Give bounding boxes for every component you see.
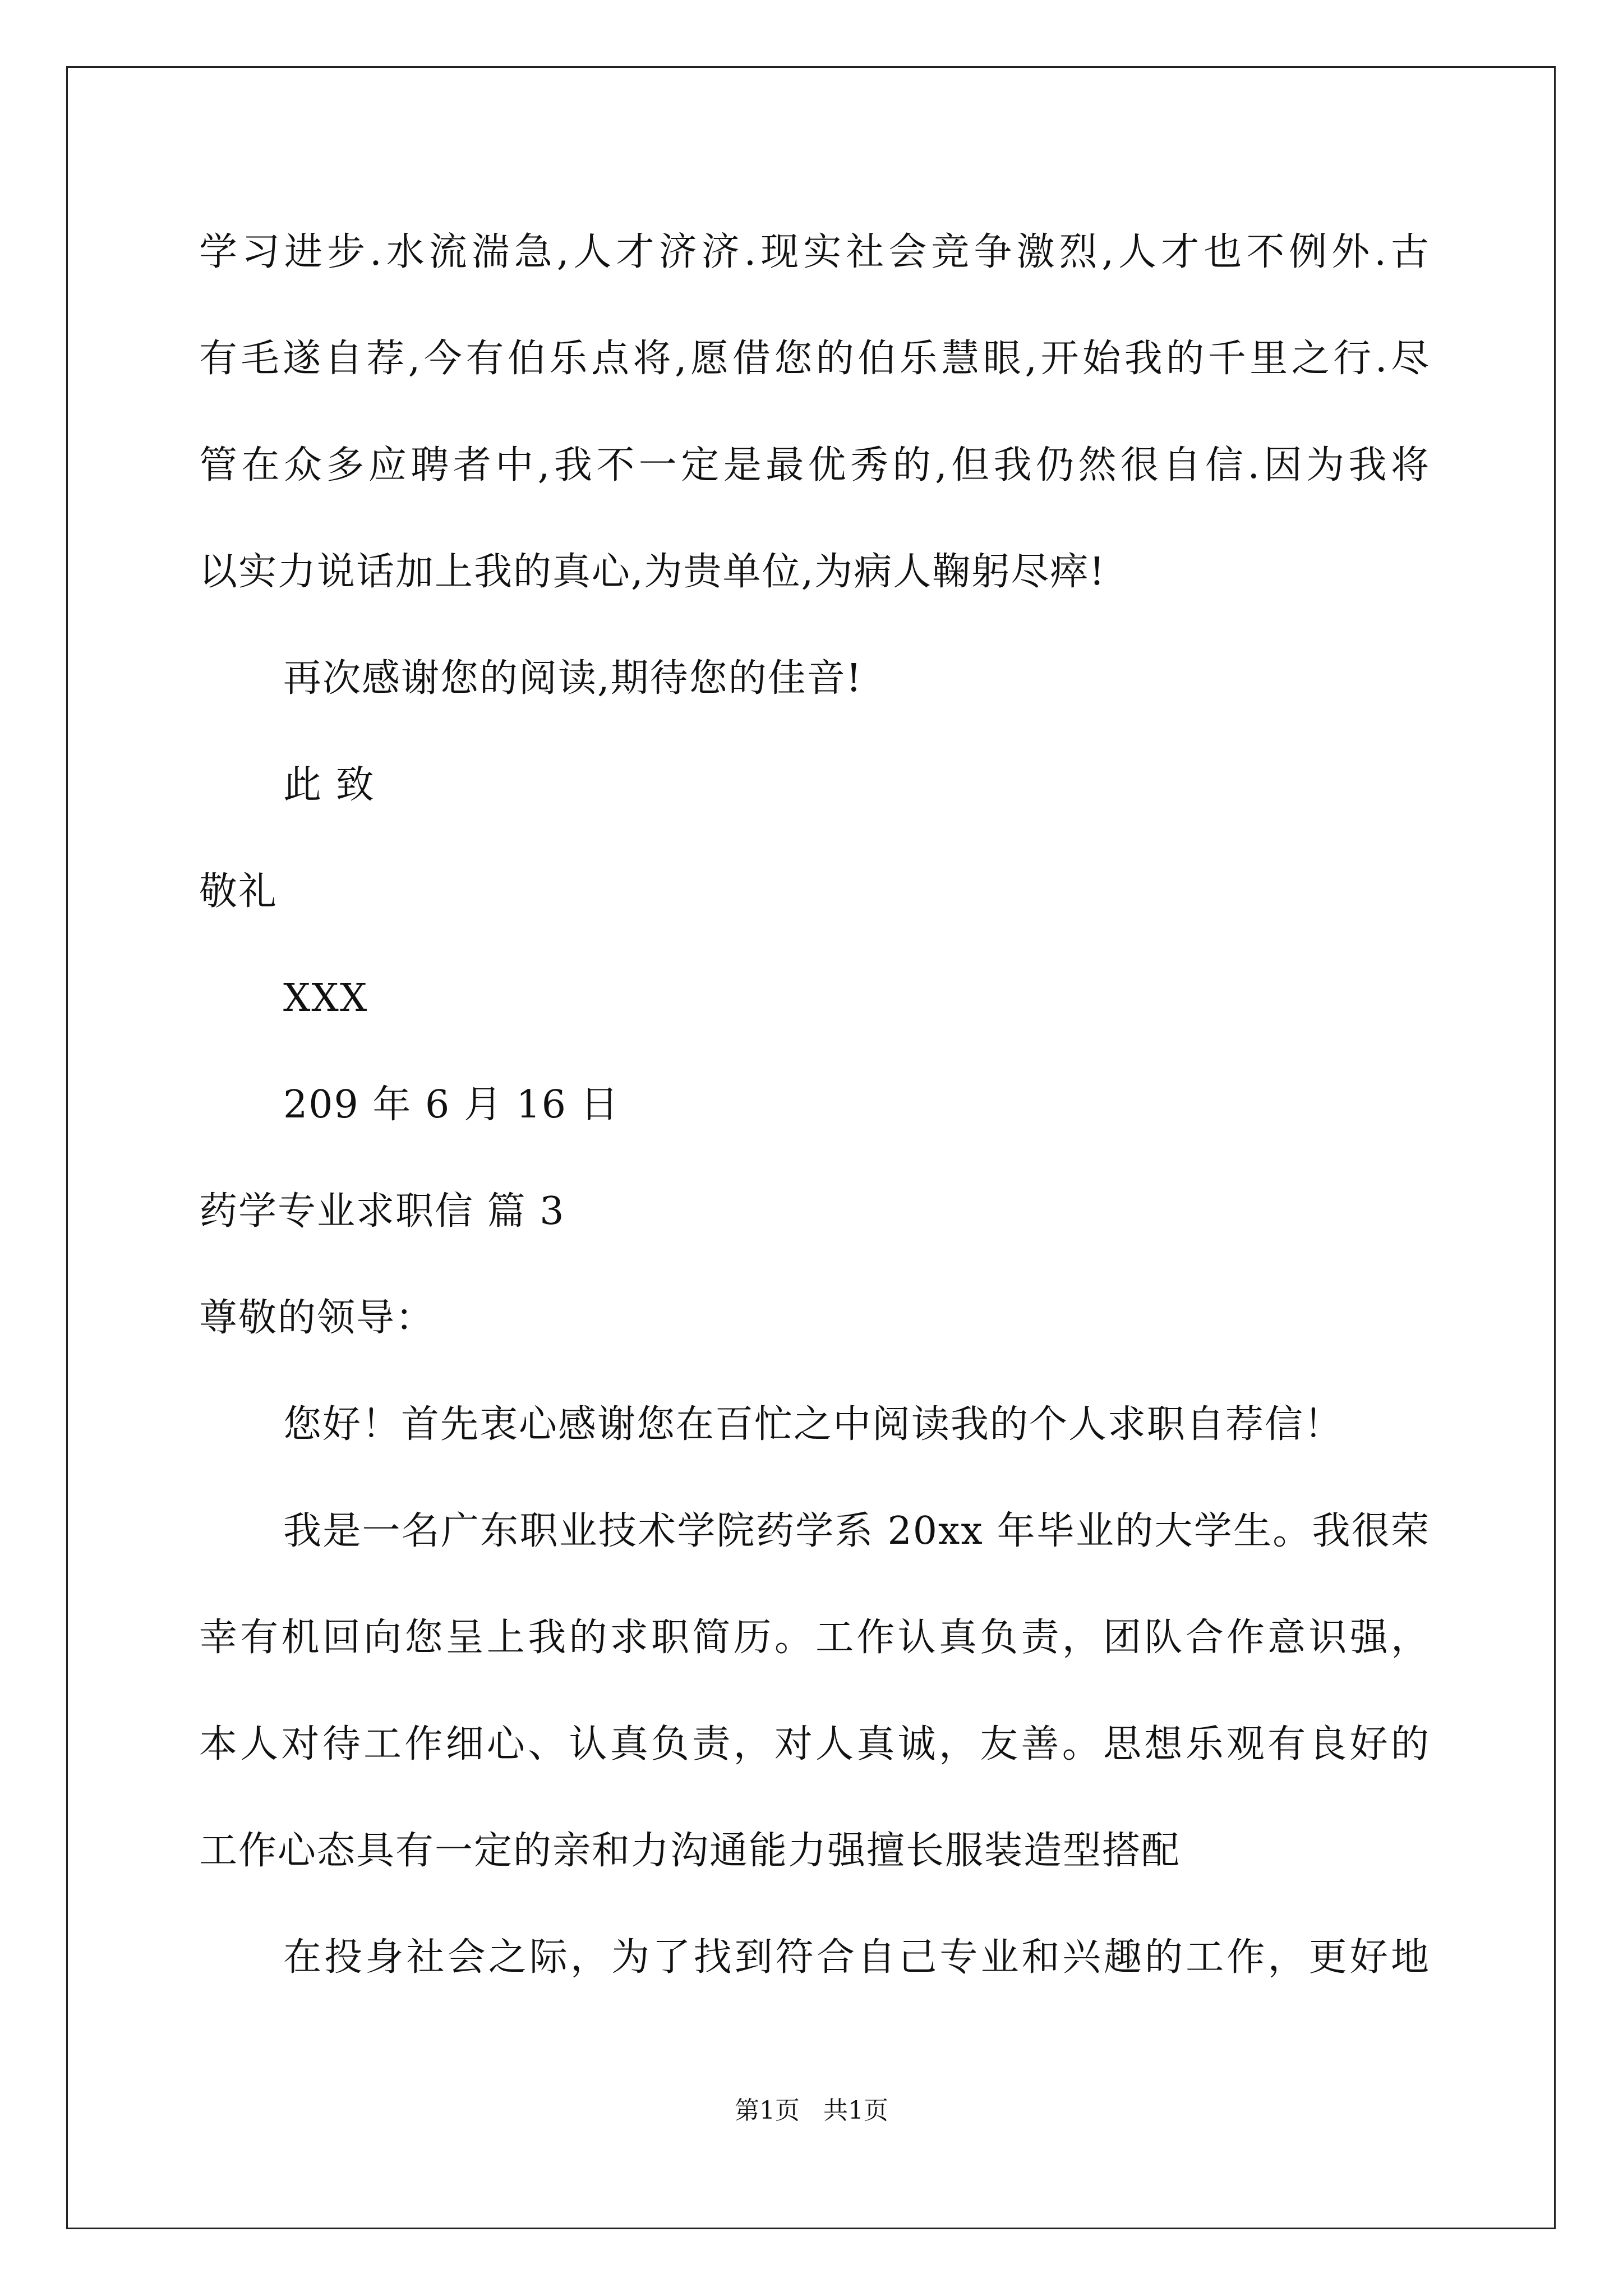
letter-greeting: 尊敬的领导：	[199, 1296, 435, 1340]
body-text-line: 工作心态具有一定的亲和力沟通能力强擅长服装造型搭配	[199, 1829, 1181, 1873]
page-border	[66, 66, 1556, 2229]
salutation-jing-li: 敬礼	[199, 869, 278, 914]
signature-name: XXX	[283, 976, 368, 1020]
body-text-line: 幸有机回向您呈上我的求职简历。工作认真负责，团队合作意识强，	[199, 1616, 1430, 1660]
salutation-ci-zhi: 此 致	[283, 763, 375, 807]
section-heading: 药学专业求职信 篇 3	[199, 1189, 565, 1234]
body-text-line: 以实力说话加上我的真心,为贵单位,为病人鞠躬尽瘁!	[199, 550, 1106, 594]
closing-remark: 再次感谢您的阅读,期待您的佳音!	[283, 656, 863, 701]
body-text-line: 本人对待工作细心、认真负责，对人真诚，友善。思想乐观有良好的	[199, 1722, 1430, 1766]
body-text-line: 我是一名广东职业技术学院药学系 20xx 年毕业的大学生。我很荣	[283, 1509, 1430, 1553]
body-text-line: 有毛遂自荐,今有伯乐点将,愿借您的伯乐慧眼,开始我的千里之行.尽	[199, 337, 1430, 381]
page-footer: 第1页 共1页	[735, 2096, 888, 2125]
signature-date: 209 年 6 月 16 日	[283, 1083, 620, 1127]
body-text-line: 管在众多应聘者中,我不一定是最优秀的,但我仍然很自信.因为我将	[199, 443, 1430, 487]
body-text-line: 学习进步.水流湍急,人才济济.现实社会竞争激烈,人才也不例外.古	[199, 230, 1430, 274]
body-text-line: 您好！首先衷心感谢您在百忙之中阅读我的个人求职自荐信！	[283, 1402, 1344, 1447]
body-text-line: 在投身社会之际，为了找到符合自己专业和兴趣的工作，更好地	[283, 1935, 1430, 1980]
